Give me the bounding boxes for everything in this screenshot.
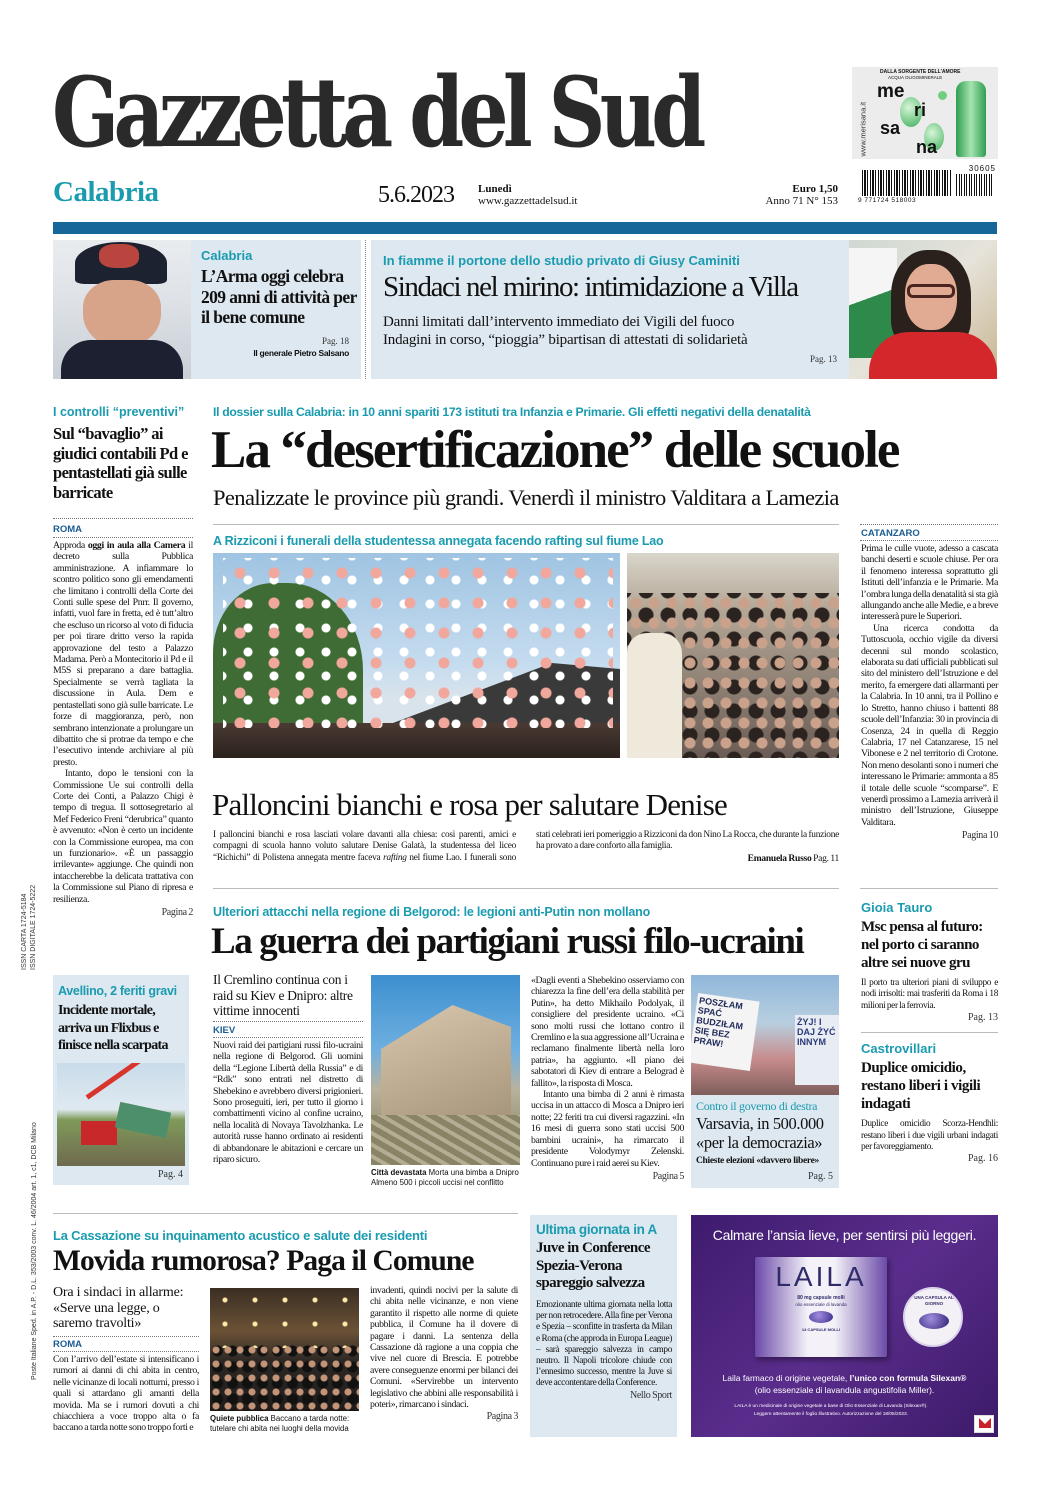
green-bubble — [938, 91, 947, 100]
barcode — [858, 164, 998, 206]
lead-body-1: Prima le culle vuote, adesso a cascata banchi deserti e scuole chiuse. Per ora il fenomeno interessa soprattutto gli Istituti dell’infanzia e le Primarie. Ma l’ombra lunga della denatalità si sta già allungando anche alle Medie, e a breve interesserà pure le Superiori. — [861, 543, 998, 623]
teaser-right-kicker: In fiamme il portone dello studio privato di Giusy Caminiti — [383, 253, 740, 268]
protest-sign-right: ŻYJ! I DAJ ŻYĆ INNYM — [795, 1015, 839, 1085]
divider — [213, 1037, 363, 1038]
postal-text: Poste Italiane Sped. in A.P. - D.L. 353/2003 conv. L. 46/2004 art. 1, c1, DCB Milano — [31, 1122, 38, 1380]
priest-shape — [627, 633, 682, 758]
destroyed-building-photo — [371, 975, 520, 1165]
photo-story-byline — [536, 854, 839, 865]
gioia-kicker: Gioia Tauro — [861, 900, 933, 915]
warsaw-subhead: Chieste elezioni «davvero libere» — [696, 1156, 819, 1166]
glasses-icon — [907, 284, 955, 298]
movida-photo-caption — [210, 1414, 362, 1434]
laila-ad[interactable] — [691, 1215, 998, 1437]
teaser-right-summary-2: Indagini in corso, “pioggia” bipartisan di attestati di solidarietà — [383, 332, 748, 348]
sport-headline[interactable]: Juve in Conference Spezia-Verona spareggio salvezza — [536, 1240, 651, 1291]
crane-arm — [86, 1063, 154, 1100]
left-story-lead-pre: Approda — [53, 540, 88, 551]
divider — [213, 524, 839, 525]
teaser-left-kicker: Calabria — [201, 248, 253, 263]
crowd-shape — [210, 1343, 359, 1411]
war-kicker: Ulteriori attacchi nella regione di Belgorod: le legioni anti-Putin non mollano — [213, 905, 651, 919]
warsaw-headline[interactable]: Varsavia, in 500.000 «per la democrazia» — [696, 1114, 824, 1152]
issn-paper: ISSN CARTA 1724-5184 — [21, 893, 28, 970]
left-story-lead-post: il decreto sulla Pubblica amministrazione. A infiammare lo scontro politico sono gli emendamenti che limitano i controlli della Corte dei Conti sulle spese del Pnrr. Il governo, infatti, vuol fare in fretta, ed è tutt’altro che escluso un ricorso al voto di fiducia per poi tirare dritto verso la rapida approvazione del testo a Palazzo Madama. Però a Montecitorio il Pd e il M5S si preparano a dare battaglia. Specialmente se verrà tagliata la discussione in Aula. Dem e pentastellati sono già sulle barricate. Le forze di maggioranza, però, non sembrano intenzionate a prolungare un dibattito che si protrae da tempo e che l’esecutivo intende archiviare al più presto. — [53, 540, 193, 768]
war-body-column-a — [213, 1040, 363, 1165]
bus-shape — [115, 1102, 171, 1138]
teaser-right-headline[interactable]: Sindaci nel mirino: intimidazione a Villa — [383, 271, 798, 303]
war-body-1: Nuovi raid dei partigiani russi filo-ucraini nella regione di Belgorod. Gli uomini della “Legione Libertà della Russia” e di “Rdk” sono entrati nel distretto di Shebekino e avrebbero diversi prigionieri. Sono proseguiti, ieri, per tutto il giorno i combattimenti vicino al confine ucraino, nella località di Novaya Tavolzhanka. Le autorità russe hanno ordinato ai residenti di abbandonare le abitazioni e cercare un riparo sicuro. — [213, 1040, 363, 1166]
sport-body — [536, 1300, 672, 1401]
gioia-body: Il porto tra ulteriori piani di sviluppo e nodi irrisolti: mai trasferiti da Roma i 18 milioni per la ferrovia. — [861, 978, 998, 1011]
left-story-page[interactable]: Pagina 2 — [161, 907, 193, 918]
jacket-shape — [869, 332, 997, 379]
avellino-page[interactable]: Pag. 4 — [158, 1169, 183, 1180]
laila-fine-print-1: LAILA è un medicinale di origine vegetale a base di Olio Essenziale di Lavanda (Silexan®). — [734, 1404, 928, 1409]
sport-kicker: Ultima giornata in A — [536, 1222, 658, 1237]
barcode-addon: 30605 — [968, 164, 996, 173]
movida-body-cont: invadenti, quindi nocivi per la salute di chi abita nelle vicinanze, e non viene garantito il rispetto alle norme di quiete pubblica, il Comune ha il dovere di pagare i danni. La sentenza della Cassazione dà ragione a una coppia che vive nel cuore di Brescia. E potrebbe avere conseguenze enormi per bilanci dei Comuni. «Servirebbe un intervento legislativo che abbini alle responsabilità i poteri», rimarcano i sindaci. — [370, 1285, 518, 1411]
sport-page[interactable]: Nello Sport — [629, 1389, 672, 1401]
left-story-body-2: Intanto, dopo le tensioni con la Commissione Ue sui controlli della Corte dei Conti, a Palazzo Chigi è tempo di tregua. Il sottosegretario al Mef Federico Freni “derubrica” quanto è avvenuto: «Non è certo un incidente con la Commissione europea, ma con un funzionario». «È un passaggio irrilevante» aggiunge. Che quindi non intaccherebbe la delicata trattativa con la Commissione sul Piano di ripresa e resilienza. — [53, 768, 193, 905]
divider — [53, 1351, 199, 1352]
lead-body-2: Una ricerca condotta da Tuttoscuola, occhio vigile da diversi decenni sul mondo scolastico, elaborata su dati ufficiali pubblicati sul sito del ministero dell’Istruzione e del merito, fa emergere dati allarmanti per la Calabria. In 10 anni, tra il Pollino e lo Stretto, hanno chiuso i battenti 88 scuole dell’Infanzia: 30 in provincia di Cosenza, 24 in quella di Reggio Calabria, 17 nel Catanzarese, 15 nel Vibonese e 2 nel territorio di Crotone. Non meno desolanti sono i numeri che interessano le Primarie: ammonta a 85 il totale delle scuole “scomparse”. E venerdì prossimo a Lamezia arriverà il ministro dell’Istruzione, Giuseppe Valditara. — [861, 622, 998, 828]
sport-box[interactable] — [530, 1215, 677, 1437]
war-body-column-b — [531, 975, 684, 1182]
movida-photo-caption-text: Baccano a tarda notte: tutelare chi abita nei luoghi della movida — [210, 1414, 350, 1433]
face-shape — [83, 280, 161, 348]
lead-subheadline: Penalizzate le province più grandi. Venerdì il ministro Valditara a Lamezia — [213, 485, 839, 510]
laila-headline: Calmare l’ansia lieve, per sentirsi più leggeri. — [712, 1227, 977, 1243]
barcode-number: 9 771724 518003 — [858, 197, 917, 204]
photo-story-body — [213, 830, 839, 865]
laila-line-1-bold: l’unico con formula Silexan® — [849, 1373, 967, 1383]
movida-body-column-b — [370, 1285, 518, 1423]
divider — [213, 888, 839, 889]
capsule-icon — [809, 1311, 833, 1323]
issue-number: Anno 71 N° 153 — [765, 195, 838, 207]
balloons-photo — [213, 553, 620, 758]
barcode-addon-bars — [956, 174, 994, 196]
capsule-badge — [903, 1287, 963, 1347]
divider — [860, 540, 998, 541]
warsaw-box[interactable] — [691, 975, 839, 1188]
photo-story-author: Emanuela Russo — [747, 853, 812, 864]
avellino-headline[interactable]: Incidente mortale, arriva un Flixbus e finisce nella scarpata — [58, 1003, 168, 1053]
issn-text — [20, 870, 38, 970]
bus-crash-photo — [57, 1063, 185, 1166]
war-photo-caption-text: Morta una bimba a Dnipro Almeno 500 i piccoli uccisi nel conflitto — [371, 1168, 519, 1187]
movida-kicker: La Cassazione su inquinamento acustico e salute dei residenti — [53, 1228, 428, 1243]
right-briefs — [861, 900, 998, 1165]
castrovillari-headline[interactable]: Duplice omicidio, restano liberi i vigili indagati — [861, 1060, 981, 1113]
movida-body-column-a — [53, 1354, 199, 1434]
laila-fine-print-2: Leggere attentamente il foglio illustrativo. Autorizzazione del 18/05/2023. — [753, 1412, 909, 1417]
capsule-icon — [919, 1313, 949, 1329]
building-shape — [381, 1005, 511, 1115]
war-body-3: Intanto una bimba di 2 anni è rimasta uccisa in un attacco di Mosca a Dnipro ieri notte; 22 feriti tra cui diversi ragazzini. «In 16 mesi di guerra sono stati uccisi 500 bambini ucraini», ha rimarcato il presidente Volodymyr Zelenski. Continuano pure i raid aerei su Kiev. — [531, 1089, 684, 1169]
laila-dosage: 80 mg capsule molli — [797, 1295, 845, 1301]
laila-dosage-sub: olio essenziale di lavanda — [795, 1302, 847, 1307]
water-bottle-icon — [956, 81, 986, 157]
teaser-divider — [365, 240, 366, 379]
avellino-kicker: Avellino, 2 feriti gravi — [58, 984, 177, 998]
protest-photo — [691, 975, 839, 1095]
sport-body-text: Emozionante ultima giornata nella lotta per non retrocedere. Alla fine per Verona e Spezia – sconfitte in trasferta da Milan e Roma (che approda in Europa League) – sarà spareggio salvezza in campo neutro. Il Napoli tricolore chiude con l’ennesimo successo, mentre la Juve si deve accontentare della Conference. — [536, 1300, 672, 1389]
divider — [53, 1336, 199, 1337]
teaser-left-page[interactable]: Pag. 18 — [322, 336, 349, 346]
photo-story-body-post: nel fiume Lao. I funerali sono stati celebrati ieri pomeriggio a Rizziconi da don Nino La Rocca, che durante la funzione ha provato a dare conforto alla famiglia. — [406, 830, 839, 863]
teaser-left-caption: Il generale Pietro Salsano — [253, 348, 349, 358]
laila-line-2: (olio essenziale di lavandula angustifolia Miller). — [754, 1385, 935, 1395]
movida-photo-caption-bold: Quiete pubblica — [210, 1414, 269, 1423]
issue-date: 5.6.2023 — [378, 182, 454, 208]
lead-kicker: Il dossier sulla Calabria: in 10 anni spariti 173 istituti tra Infanzia e Primarie. Gli effetti negativi della denatalità — [213, 405, 811, 419]
lead-headline[interactable]: La “desertificazione” delle scuole — [211, 421, 899, 479]
movida-body: Con l’arrivo dell’estate si intensificano i rumori ai danni di chi abita in centro, nelle vicinanze di locali notturni, presso i quali si attardano gli amanti della movida. Ma se i rumori dovuti a chi chiacchiera a voce troppo alta o fa baccano a tarda notte sono troppo forti e — [53, 1354, 199, 1434]
avellino-box[interactable] — [53, 975, 189, 1185]
photo-story-kicker: A Rizziconi i funerali della studentessa annegata facendo rafting sul fiume Lao — [213, 534, 664, 548]
price-info — [730, 183, 838, 207]
warsaw-kicker: Contro il governo di destra — [696, 1099, 818, 1113]
gioia-page[interactable]: Pag. 13 — [968, 1012, 998, 1024]
day-info — [478, 183, 577, 207]
ad-brand-4: na — [916, 137, 938, 157]
ad-brand-3: sa — [880, 118, 901, 138]
movida-headline[interactable]: Movida rumorosa? Paga il Comune — [53, 1245, 474, 1277]
movida-subhead: Ora i sindaci in allarme: «Serve una legge, o saremo travolti» — [53, 1285, 184, 1331]
war-headline[interactable]: La guerra dei partigiani russi filo-ucraini — [211, 921, 804, 962]
ad-tagline: DALLA SORGENTE DELL'AMORE — [880, 69, 961, 75]
war-dateline: KIEV — [213, 1025, 236, 1036]
divider — [213, 1021, 363, 1022]
logo-mark — [979, 1418, 991, 1428]
lead-body — [861, 543, 998, 842]
war-subhead: Il Cremlino continua con i raid su Kiev e Dnipro: altre vittime innocenti — [213, 972, 353, 1018]
photo-story-headline[interactable]: Palloncini bianchi e rosa per salutare Denise — [212, 787, 727, 822]
uniform-shape — [61, 340, 183, 379]
castrovillari-kicker: Castrovillari — [861, 1041, 937, 1057]
ad-brand-2: ri — [914, 100, 927, 120]
photo-story-page[interactable]: Pag. 11 — [813, 853, 839, 864]
mayor-photo — [849, 240, 997, 379]
castrovillari-page[interactable]: Pag. 16 — [968, 1153, 998, 1165]
weekday: Lunedì — [478, 183, 512, 195]
left-story-lead-bold: oggi in aula alla Camera — [87, 540, 186, 551]
left-story-headline[interactable]: Sul “bavaglio” ai giudici contabili Pd e pentastellati già sulle barricate — [53, 424, 188, 502]
divider — [860, 524, 998, 525]
price: Euro 1,50 — [792, 183, 838, 195]
masthead-title: Gazzetta del Sud — [52, 56, 701, 169]
gioia-headline[interactable]: Msc pensa al futuro: nel porto ci saranno altre sei nuove gru — [861, 919, 983, 971]
truck-shape — [81, 1121, 117, 1145]
laila-brand: LAILA — [775, 1261, 867, 1292]
laila-pack — [755, 1257, 887, 1357]
teaser-right-page[interactable]: Pag. 13 — [810, 354, 837, 364]
protest-sign-left: POSZŁAM SPAĆ BUDZIŁAM SIĘ BEZ PRAW! — [691, 993, 760, 1071]
website-link[interactable]: www.gazzettadelsud.it — [478, 195, 578, 207]
war-body-2: «Dagli eventi a Shebekino osserviamo con chiarezza la fine dell’era della stabilità per Putin», ha detto Mikhailo Podolyak, il consigliere del presidente ucraino. «Ci sono molti russi che lottano contro il Cremlino e la sua aggressione all’Ucraina e reclamano finalmente libertà nella loro patria», ha aggiunto. «Il piano dei sabotatori di Kiev di entrare a Belograd è fallito», la risposta di Mosca. — [531, 975, 684, 1089]
rubble-shape — [371, 1115, 520, 1165]
issn-digital: ISSN DIGITALE 1724-5222 — [30, 884, 37, 970]
teaser-right[interactable] — [371, 240, 997, 379]
masthead-bar — [53, 222, 997, 234]
teaser-left[interactable] — [53, 240, 361, 379]
war-photo-caption-bold: Città devastata — [371, 1168, 427, 1177]
divider — [861, 1032, 998, 1033]
war-page[interactable]: Pagina 5 — [652, 1170, 684, 1182]
warsaw-page[interactable]: Pag. 5 — [808, 1171, 833, 1182]
crowd-shape — [213, 723, 620, 758]
laila-line-1 — [691, 1373, 998, 1384]
badge-text: UNA CAPSULA AL GIORNO — [914, 1295, 954, 1306]
carabiniere-photo — [53, 240, 191, 379]
left-story-body — [53, 540, 193, 918]
lead-dateline: CATANZARO — [861, 528, 920, 539]
movida-page[interactable]: Pagina 3 — [486, 1411, 518, 1423]
ad-brand-1: me — [877, 81, 905, 102]
photo-story-body-pre: I palloncini bianchi e rosa lasciati volare davanti alla chiesa: così parenti, amici e compagni di scuola hanno voluto salutare Denise Galatà, la studentessa del liceo “Richichi” di Polistena annegata mentre faceva — [213, 830, 516, 863]
divider — [53, 518, 193, 519]
left-story-dateline: ROMA — [53, 524, 83, 535]
movida-dateline: ROMA — [53, 1339, 83, 1350]
merisana-ad — [852, 67, 998, 159]
teaser-right-summary-1: Danni limitati dall’intervento immediato dei Vigili del fuoco — [383, 314, 735, 330]
barcode-bars — [862, 170, 952, 196]
divider — [860, 888, 998, 889]
lead-page[interactable]: Pagina 10 — [961, 830, 998, 842]
street-lights — [210, 1288, 359, 1348]
funeral-photo — [627, 553, 839, 758]
left-story-kicker: I controlli “preventivi” — [53, 405, 185, 419]
divider — [53, 537, 193, 538]
laila-pack-count: 14 CAPSULE MOLLI — [801, 1327, 841, 1332]
cap-emblem — [99, 244, 139, 268]
war-photo-caption — [371, 1168, 523, 1188]
teaser-left-headline[interactable]: L’Arma oggi celebra 209 anni di attività per il bene comune — [201, 266, 357, 327]
castrovillari-body: Duplice omicidio Scorza-Hendhli: restano liberi i due vigili urbani indagati per favoreggiamento. — [861, 1119, 998, 1153]
movida-photo — [210, 1288, 359, 1411]
ad-subline: ACQUA OLIGOMINERALE — [888, 75, 943, 80]
menarini-logo — [974, 1415, 994, 1433]
edition-label: Calabria — [53, 176, 159, 208]
divider — [53, 1213, 518, 1214]
laila-line-1-pre: Laila farmaco di origine vegetale, — [722, 1373, 850, 1383]
balloons-pattern — [223, 558, 613, 728]
ad-url: www.merisana.it — [858, 101, 868, 157]
photo-story-body-italic: rafting — [383, 852, 407, 863]
